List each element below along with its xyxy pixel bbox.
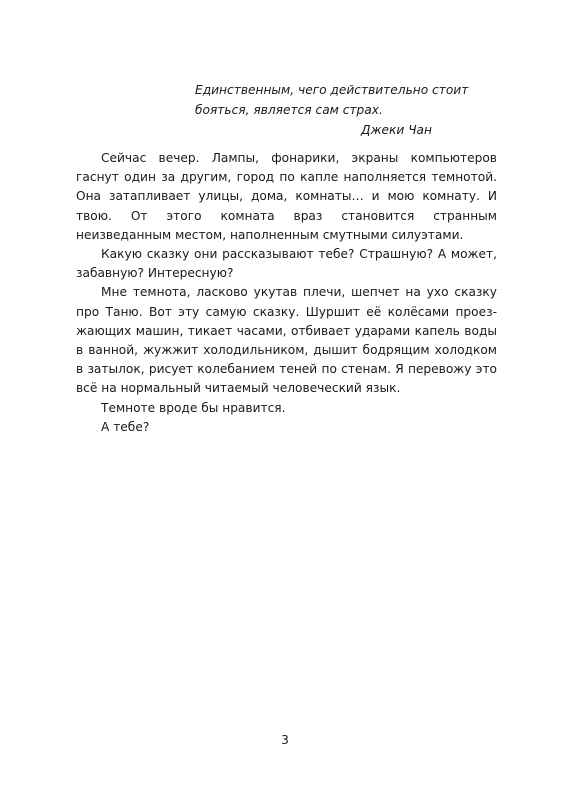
epigraph-author: Джеки Чан [361, 123, 432, 137]
epigraph-quote-line-1: Единственным, чего действительно стоит [195, 83, 469, 97]
paragraph: Темноте вроде бы нравится. [101, 400, 286, 415]
epigraph [195, 80, 485, 140]
paragraph: Мне темнота, ласково укутав плечи, шепчет на ухо сказку про Таню. Вот эту самую сказку. Шуршит её колёсами проезжающих машин, тикает часами, отбивает ударами капель воды в ванной, жужжит холодильником, дышит бодрящим холодком в затылок, рисует колебанием теней по стенам. Я перевожу это всё на нормальный читаемый человеческий язык. [76, 285, 497, 396]
epigraph-quote-line-2: бояться, является сам страх. [195, 103, 383, 117]
paragraph: Какую сказку они рассказывают тебе? Страшную? А может, забавную? Интересную? [76, 247, 497, 281]
paragraph: А тебе? [101, 419, 150, 434]
page-number: 3 [281, 733, 289, 747]
paragraph: Сейчас вечер. Лампы, фонарики, экраны компьютеров гаснут один за другим, город по капле наполняется темнотой. Она затапливает улицы, дома, комнаты… и мою комнату. И твою. От этого комната враз становится странным неизведанным местом, наполненным смутными силуэтами. [76, 151, 497, 242]
body-text [76, 149, 497, 437]
